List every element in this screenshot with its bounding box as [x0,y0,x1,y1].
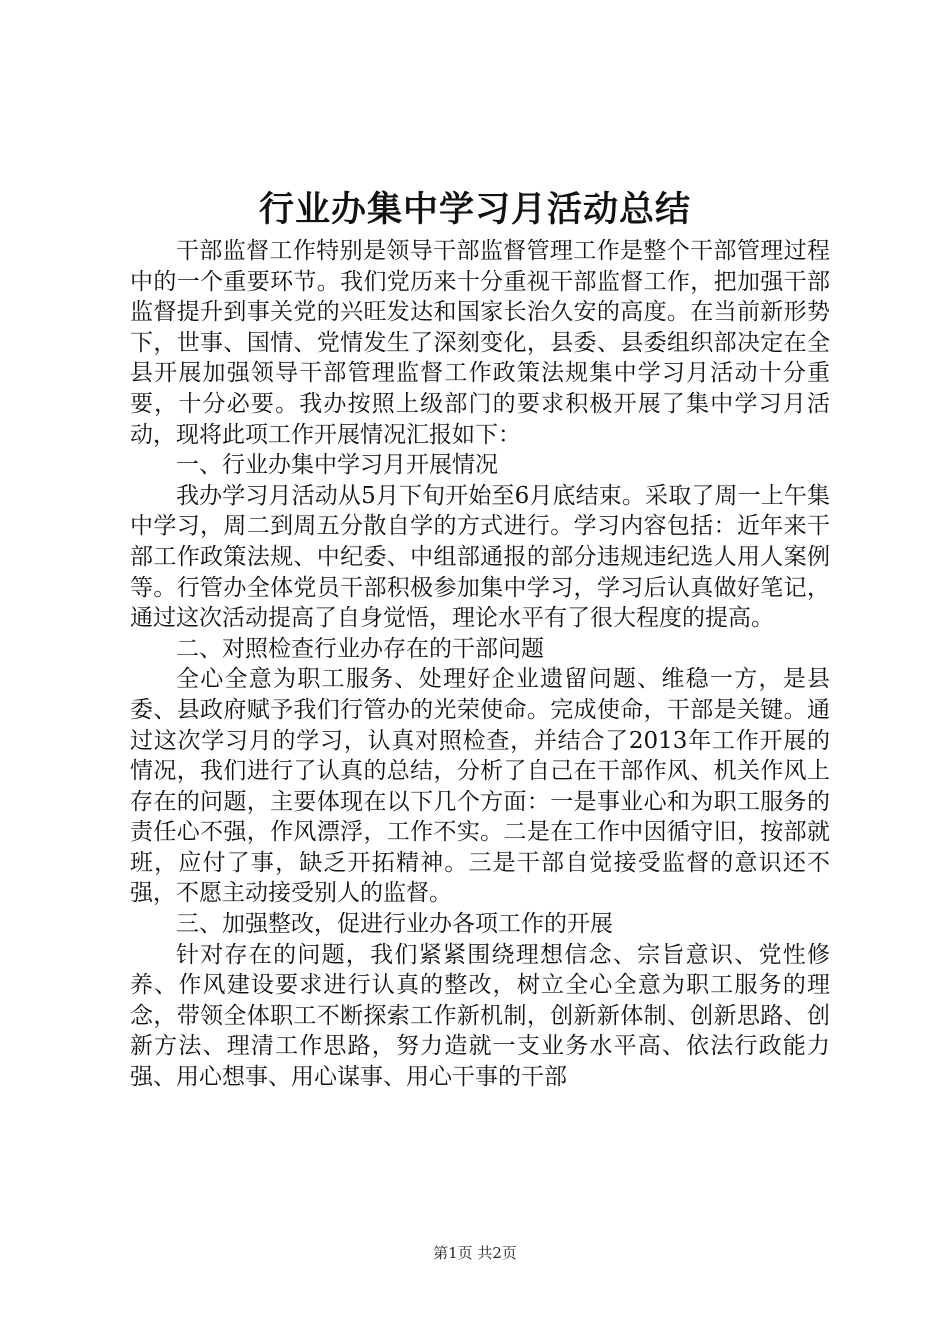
document-title: 行业办集中学习月活动总结 [258,189,691,230]
paragraph-section-1: 我办学习月活动从5月下旬开始至6月底结束。采取了周一上午集中学习，周二到周五分散自学的方式进行。学习内容包括：近年来干部工作政策法规、中纪委、中组部通报的部分违规违纪选人用人案例等。行管办全体党员干部积极参加集中学习，学习后认真做好笔记，通过这次活动提高了自身觉悟，理论水平有了很大程度的提高。 [130,482,830,632]
section-heading-2: 二、对照检查行业办存在的干部问题 [176,635,544,662]
paragraph-intro: 干部监督工作特别是领导干部监督管理工作是整个干部管理过程中的一个重要环节。我们党历来十分重视干部监督工作，把加强干部监督提升到事关党的兴旺发达和国家长治久安的高度。在当前新形势下，世事、国情、党情发生了深刻变化，县委、县委组织部决定在全县开展加强领导干部管理监督工作政策法规集中学习月活动十分重要，十分必要。我办按照上级部门的要求积极开展了集中学习月活动，现将此项工作开展情况汇报如下： [130,238,830,448]
paragraph-section-3: 针对存在的问题，我们紧紧围绕理想信念、宗旨意识、党性修养、作风建设要求进行认真的整改，树立全心全意为职工服务的理念，带领全体职工不断探索工作新机制，创新新体制、创新思路、创新方法、理清工作思路，努力造就一支业务水平高、依法行政能力强、用心想事、用心谋事、用心干事的干部 [130,941,830,1091]
document-body [130,236,830,1093]
paragraph-section-2: 全心全意为职工服务、处理好企业遗留问题、维稳一方，是县委、县政府赋予我们行管办的光荣使命。完成使命，干部是关键。通过这次学习月的学习，认真对照检查，并结合了2013年工作开展的情况，我们进行了认真的总结，分析了自己在干部作风、机关作风上存在的问题，主要体现在以下几个方面：一是事业心和为职工服务的责任心不强，作风漂浮，工作不实。二是在工作中因循守旧，按部就班，应付了事，缺乏开拓精神。三是干部自觉接受监督的意识还不强，不愿主动接受别人的监督。 [130,666,830,907]
section-heading-3: 三、加强整改，促进行业办各项工作的开展 [176,911,613,938]
section-heading-1: 一、行业办集中学习月开展情况 [176,452,498,479]
page-number-footer: 第1页 共2页 [433,1244,517,1262]
